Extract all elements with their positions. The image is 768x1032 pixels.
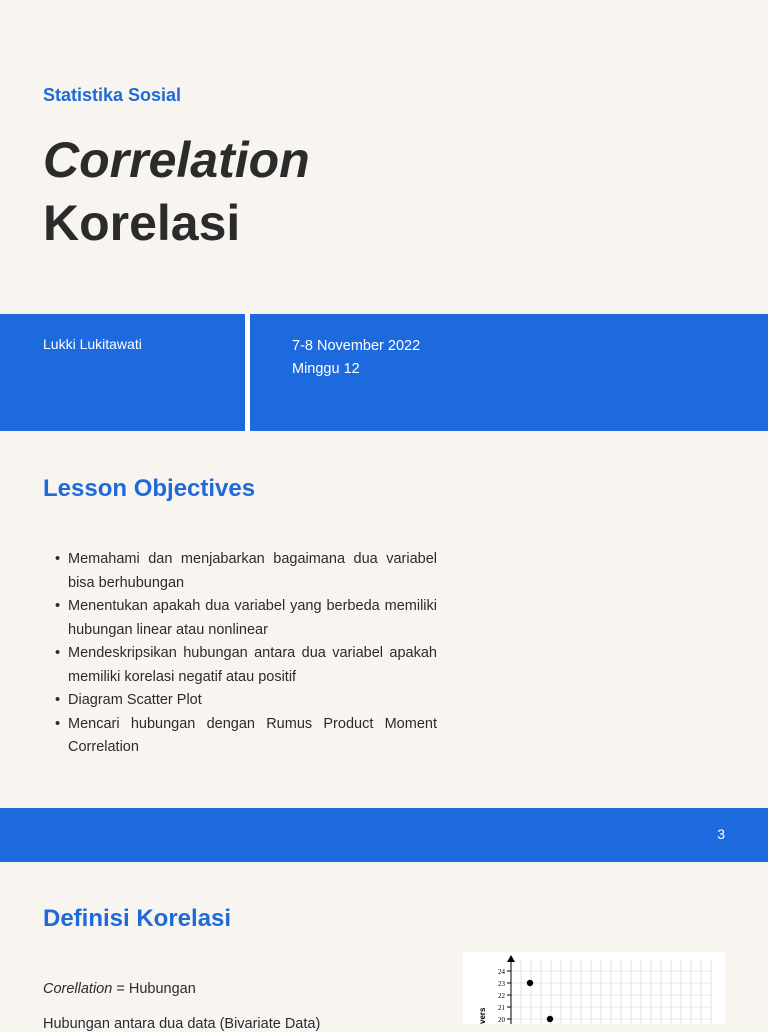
objective-text: Diagram Scatter Plot	[68, 692, 202, 708]
objective-text: Mencari hubungan dengan Rumus Product Moment Correlation	[68, 715, 437, 755]
y-tick-label: 20	[498, 1016, 505, 1024]
data-point	[527, 980, 533, 986]
lesson-date: 7-8 November 2022	[292, 338, 421, 354]
axis-arrow-icon	[507, 955, 515, 962]
y-tick-label: 23	[498, 980, 505, 988]
author-name: Lukki Lukitawati	[43, 336, 142, 352]
objective-item	[43, 713, 437, 760]
definition-heading: Definisi Korelasi	[43, 905, 232, 932]
y-axis-label: vers	[478, 1007, 487, 1024]
data-point	[547, 1016, 553, 1022]
page-number: 3	[717, 826, 725, 842]
bullet-icon: •	[55, 715, 61, 732]
objectives-list	[43, 548, 437, 760]
objective-text: Mendeskripsikan hubungan antara dua variabel apakah memiliki korelasi negatif atau positif	[68, 645, 437, 685]
bullet-icon: •	[55, 692, 61, 708]
y-axis	[478, 955, 515, 1024]
objectives-heading: Lesson Objectives	[43, 475, 256, 502]
bullet-icon: •	[55, 551, 61, 567]
definition-meaning: = Hubungan	[112, 981, 196, 997]
objective-text: Menentukan apakah dua variabel yang berbeda memiliki hubungan linear atau nonlinear	[68, 598, 437, 638]
band-divider	[245, 314, 250, 431]
objective-item	[43, 689, 437, 713]
objective-item	[43, 548, 437, 595]
definition-line	[43, 981, 196, 997]
y-tick-label: 24	[498, 968, 505, 976]
y-tick-label: 22	[498, 992, 505, 1000]
objective-text: Memahami dan menjabarkan bagaimana dua variabel bisa berhubungan	[68, 551, 437, 591]
lesson-week: Minggu 12	[292, 361, 360, 377]
scatter-plot-svg	[463, 952, 725, 1024]
title-indonesian: Korelasi	[43, 195, 241, 251]
grid	[511, 960, 711, 1024]
bullet-icon: •	[55, 598, 61, 614]
definition-line-2: Hubungan antara dua data (Bivariate Data)	[43, 1016, 321, 1032]
objective-item	[43, 642, 437, 689]
info-band	[0, 314, 768, 431]
page-band	[0, 808, 768, 862]
date-block	[292, 335, 420, 381]
title-english: Correlation	[43, 132, 310, 188]
scatter-plot-figure	[463, 952, 725, 1024]
y-tick-label: 21	[498, 1004, 505, 1012]
bullet-icon: •	[55, 645, 61, 661]
course-subject: Statistika Sosial	[43, 85, 182, 105]
definition-term: Corellation	[43, 981, 113, 997]
objective-item	[43, 595, 437, 642]
